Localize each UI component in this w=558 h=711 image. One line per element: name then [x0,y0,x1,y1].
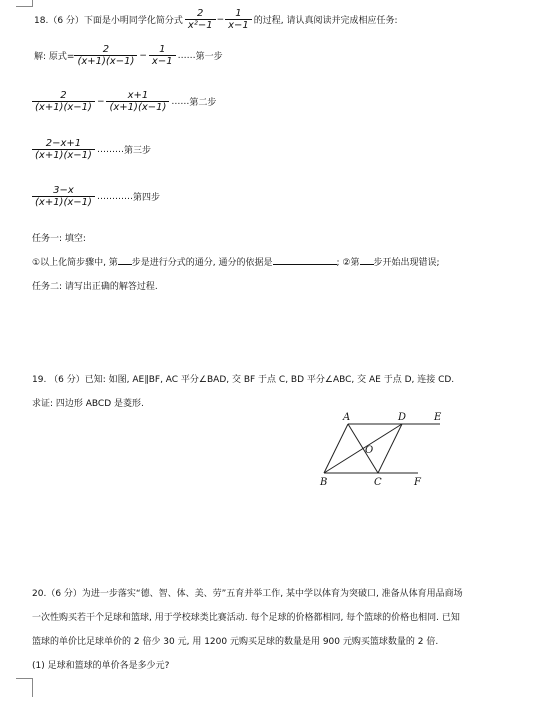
point-label-o: O [365,445,374,456]
q20-line-1: 20.（6 分）为进一步落实“德、智、体、美、劳”五育并举工作, 某中学以体育为突破口, 准备从体育用品商场 [32,589,463,599]
point-label-d: D [398,412,407,423]
task-2: 任务二: 请写出正确的解答过程. [32,282,158,292]
solution-step-3: $\frac{2-x+1}{(x+1)(x-1)}$ ……… 第三步 [32,138,151,161]
q18-fraction-2: $\frac{1}{x-1}$ [225,8,252,31]
q18-prefix: 18.（6 分）下面是小明同学化简分式 [34,16,183,26]
blank-step-number-1[interactable] [118,255,132,265]
point-label-a: A [343,412,351,423]
q20-line-3: 篮球的单价比足球单价的 2 倍少 30 元, 用 1200 元购买足球的数量是用 900 元购买篮球数量的 2 倍. [32,637,439,647]
task-1-fill-in: ①以上化简步骤中, 第 步是进行分式的通分, 通分的依据是 ; ②第 步开始出现错误; [32,255,440,268]
blank-basis[interactable] [273,255,337,265]
q20-part-1: (1) 足球和篮球的单价各是多少元? [32,661,170,671]
q18-fraction-1: $\frac{2}{\text{x²−1}}$ [185,8,216,31]
q18-suffix: 的过程, 请认真阅读并完成相应任务: [253,16,398,26]
corner-mark-bottom [16,678,33,697]
solution-step-1: 解: 原式= $\frac{2}{(x+1)(x-1)}$ − $\frac{1}{x-1}$ …… 第一步 [34,44,223,67]
q19-prove: 求证: 四边形 ABCD 是菱形. [32,399,144,409]
corner-mark-top [16,0,33,7]
q18-header: 18.（6 分）下面是小明同学化简分式 $\frac{2}{\text{x²−1}}$ − $\frac{1}{x-1}$ 的过程, 请认真阅读并完成相应任务: [34,8,398,31]
rhombus-figure [310,408,450,488]
q20-line-2: 一次性购买若干个足球和篮球, 用于学校球类比赛活动. 每个足球的价格都相同, 每个篮球的价格也相同. 已知 [32,613,460,623]
blank-step-number-2[interactable] [360,255,374,265]
point-label-e: E [434,412,442,423]
solution-step-2: $\frac{2}{(x+1)(x-1)}$ − $\frac{x+1}{(x+1)(x-1)}$ …… 第二步 [32,90,216,113]
point-label-f: F [414,477,421,488]
point-label-b: B [320,477,328,488]
q19-statement: 19. （6 分）已知: 如图, AE∥BF, AC 平分∠BAD, 交 BF 于点 C, BD 平分∠ABC, 交 AE 于点 D, 连接 CD. [32,375,455,385]
task-1-title: 任务一: 填空: [32,234,86,244]
point-label-c: C [374,477,382,488]
solution-step-4: $\frac{3-x}{(x+1)(x-1)}$ ………… 第四步 [32,185,160,208]
